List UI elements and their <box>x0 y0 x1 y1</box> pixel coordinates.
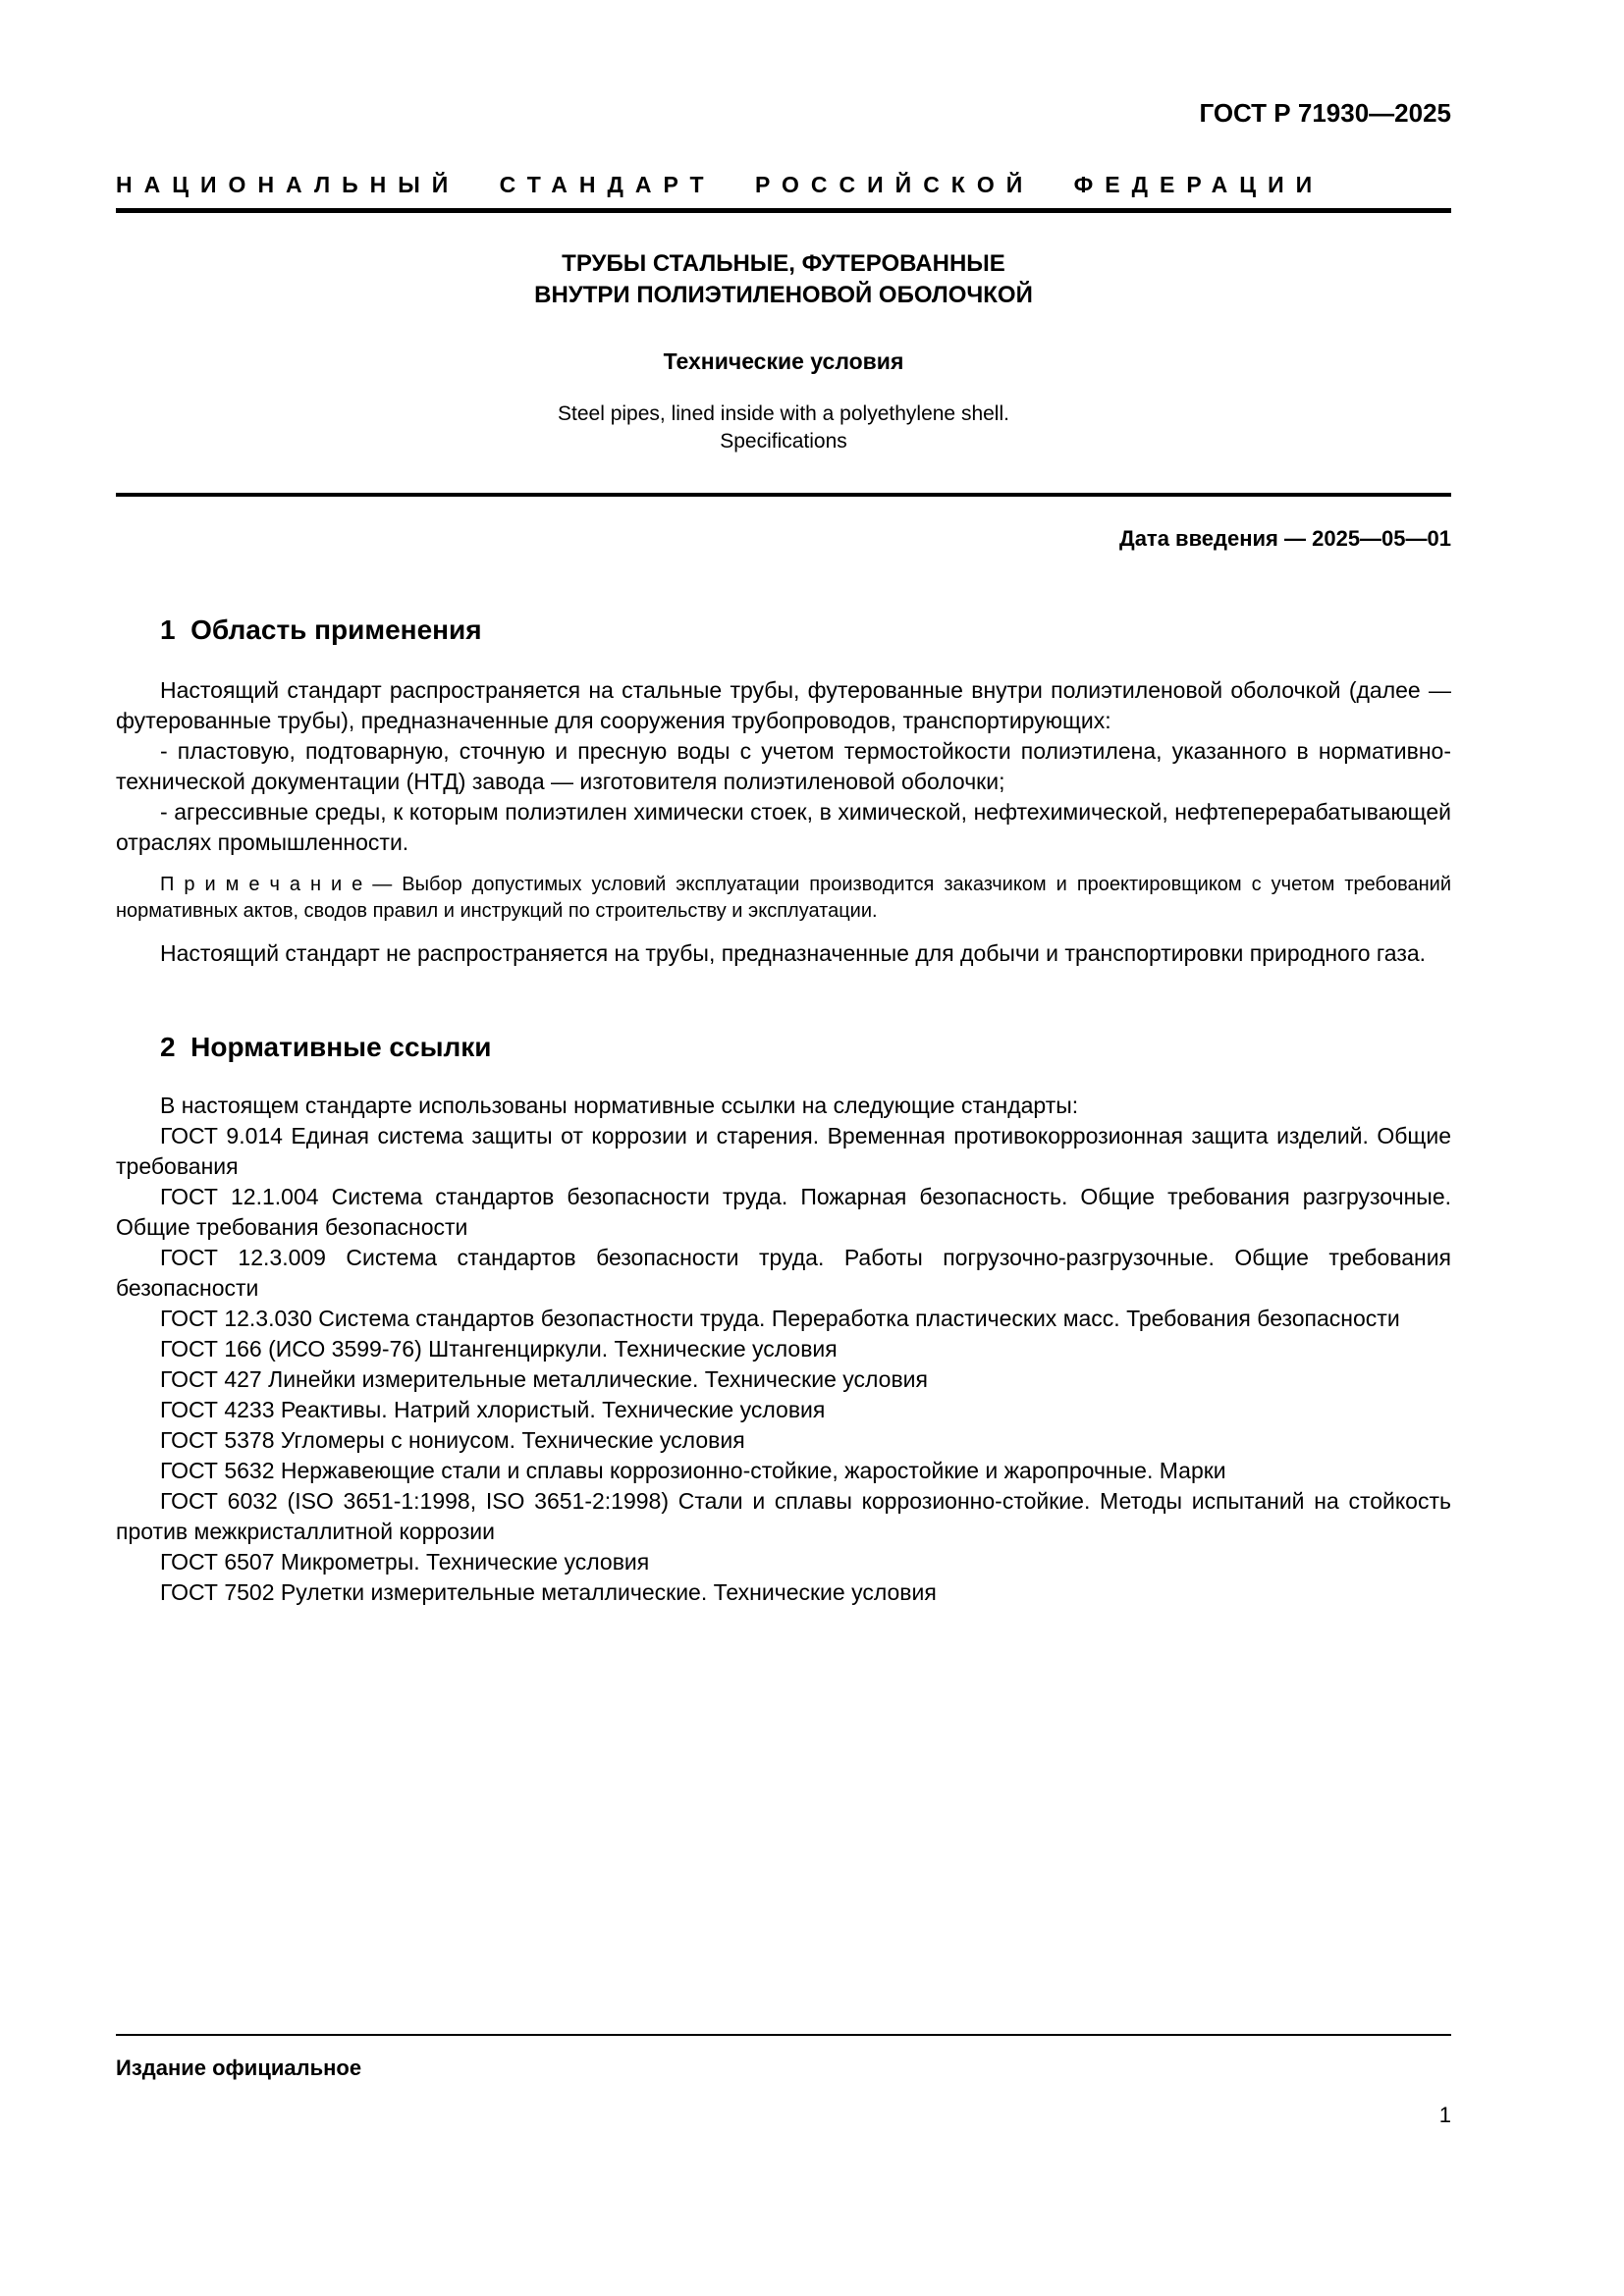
references-intro: В настоящем стандарте использованы нормативные ссылки на следующие стандарты: <box>160 1093 1079 1118</box>
reference-item: ГОСТ 9.014 Единая система защиты от коррозии и старения. Временная противокоррозионная защита изделий. Общие требования <box>116 1123 1451 1179</box>
section-1-heading: 1 Область применения <box>160 614 482 645</box>
official-edition-note: Издание официальное <box>116 2056 362 2080</box>
footer-divider <box>116 2034 1451 2036</box>
reference-item: ГОСТ 427 Линейки измерительные металлические. Технические условия <box>160 1366 928 1392</box>
reference-item: ГОСТ 6507 Микрометры. Технические условия <box>160 1549 650 1575</box>
section-2-heading: 2 Нормативные ссылки <box>160 1032 492 1062</box>
reference-item: ГОСТ 4233 Реактивы. Натрий хлористый. Технические условия <box>160 1397 826 1422</box>
section-2-body <box>116 1091 1451 1608</box>
note-paragraph: П р и м е ч а н и е — Выбор допустимых условий эксплуатации производится заказчиком и проектировщиком с учетом требований нормативных актов, сводов правил и инструкций по строительству и эксплуатации. <box>116 874 1451 922</box>
reference-item: ГОСТ 12.3.009 Система стандартов безопасности труда. Работы погрузочно-разгрузочные. Общие требования безопасности <box>116 1245 1451 1301</box>
paragraph: - агрессивные среды, к которым полиэтилен химически стоек, в химической, нефтехимической, нефтеперерабатывающей отраслях промышленности. <box>116 799 1451 855</box>
document-title <box>116 248 1451 311</box>
reference-item: ГОСТ 6032 (ISO 3651-1:1998, ISO 3651-2:1998) Стали и сплавы коррозионно-стойкие. Методы испытаний на стойкость против межкристаллитной коррозии <box>116 1488 1451 1544</box>
reference-item: ГОСТ 5378 Угломеры с нониусом. Технические условия <box>160 1427 745 1453</box>
document-title-line1: ТРУБЫ СТАЛЬНЫЕ, ФУТЕРОВАННЫЕ <box>562 250 1005 277</box>
reference-item: ГОСТ 166 (ИСО 3599-76) Штангенциркули. Технические условия <box>160 1336 838 1362</box>
document-title-english-line1: Steel pipes, lined inside with a polyethylene shell. <box>558 402 1009 425</box>
introduction-date: Дата введения — 2025—05—01 <box>1119 526 1451 551</box>
section-1-body <box>116 675 1451 969</box>
reference-item: ГОСТ 12.3.030 Система стандартов безопастности труда. Переработка пластических масс. Требования безопасности <box>160 1306 1400 1331</box>
reference-item: ГОСТ 5632 Нержавеющие стали и сплавы коррозионно-стойкие, жаростойкие и жаропрочные. Марки <box>160 1458 1226 1483</box>
paragraph: - пластовую, подтоварную, сточную и пресную воды с учетом термостойкости полиэтилена, указанного в нормативно-технической документации (НТД) завода — изготовителя полиэтиленовой оболочки; <box>116 738 1451 794</box>
page-number: 1 <box>1438 2103 1451 2127</box>
doc-code: ГОСТ Р 71930—2025 <box>1199 98 1451 128</box>
document-title-line2: ВНУТРИ ПОЛИЭТИЛЕНОВОЙ ОБОЛОЧКОЙ <box>534 282 1033 308</box>
reference-item: ГОСТ 7502 Рулетки измерительные металлические. Технические условия <box>160 1579 937 1605</box>
document-subtitle: Технические условия <box>663 348 904 374</box>
divider-title-bottom <box>116 493 1451 497</box>
document-title-english-line2: Specifications <box>720 430 847 453</box>
paragraph: Настоящий стандарт не распространяется на трубы, предназначенные для добычи и транспортировки природного газа. <box>160 940 1427 966</box>
paragraph: Настоящий стандарт распространяется на стальные трубы, футерованные внутри полиэтиленовой оболочкой (далее — футерованные трубы), предназначенные для сооружения трубопроводов, транспортирующих: <box>116 677 1451 733</box>
document-title-english <box>116 400 1451 455</box>
standard-banner: НАЦИОНАЛЬНЫЙ СТАНДАРТ РОССИЙСКОЙ ФЕДЕРАЦИИ <box>116 172 1325 197</box>
page-content <box>116 0 1451 1608</box>
divider-top-thick <box>116 208 1451 213</box>
reference-item: ГОСТ 12.1.004 Система стандартов безопасности труда. Пожарная безопасность. Общие требования разгрузочные. Общие требования безопасности <box>116 1184 1451 1240</box>
